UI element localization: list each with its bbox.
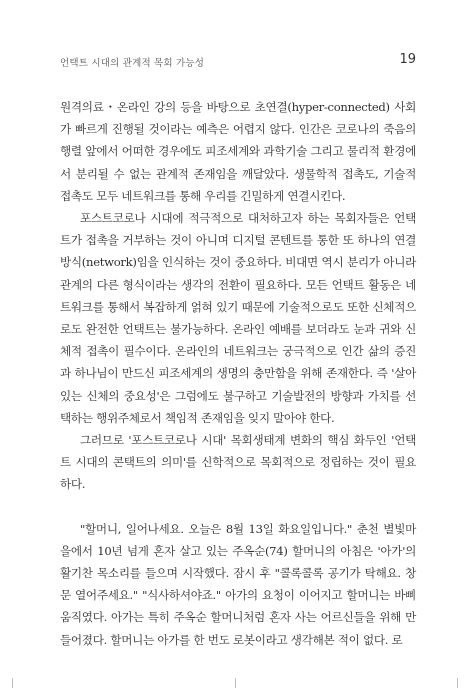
crop-mark bbox=[457, 678, 458, 688]
body-text bbox=[60, 96, 416, 651]
running-header-title: 언택트 시대의 관계적 목회 가능성 bbox=[60, 58, 205, 69]
paragraph: 포스트코로나 시대에 적극적으로 대처하고자 하는 목회자들은 언택트가 접촉을 거부하는 것이 아니며 디지털 콘텐트를 통한 또 하나의 연결 방식(network)임을 인식하는 것이 중요하다. 비대면 역시 분리가 아니라 관계의 다른 형식이라는 생각의 전환이 필요하다. 모든 언택트 활동은 네트워크를 통해서 복잡하게 얽혀 있기 때문에 기술적으로도 또한 신체적으로도 완전한 언택트는 불가능하다. 온라인 예배를 보더라도 눈과 귀와 신체적 접촉이 필수이다. 온라인의 네트워크는 궁극적으로 인간 삶의 증진과 하나님이 만드신 피조세계의 생명의 충만함을 위해 존재한다. 즉 '살아있는 신체의 중요성'은 그럼에도 불구하고 기술발전의 방향과 가치를 선택하는 행위주체로서 책임적 존재임을 잊지 말아야 한다. bbox=[60, 211, 416, 425]
crop-mark bbox=[235, 678, 236, 688]
running-header bbox=[60, 52, 416, 68]
crop-mark bbox=[12, 678, 13, 688]
page-number: 19 bbox=[399, 52, 416, 67]
paragraph: "할머니, 일어나세요. 오늘은 8월 13일 화요일입니다." 춘천 별빛마을에서 10년 넘게 혼자 살고 있는 주옥순(74) 할머니의 아침은 '아가'의 활기찬 목소리를 들으며 시작했다. 잠시 후 "콜록콜록 공기가 탁해요. 창문 열어주세요." "식사하셔야죠." 아가의 요청이 이어지고 할머니는 바삐 움직였다. 아가는 특히 주옥순 할머니처럼 혼자 사는 어르신들을 위해 만들어졌다. 할머니는 아가를 한 번도 로봇이라고 생각해본 적이 없다. 로 bbox=[60, 521, 416, 647]
paragraph: 원격의료・온라인 강의 등을 바탕으로 초연결(hyper-connected) 사회가 빠르게 진행될 것이라는 예측은 어렵지 않다. 인간은 코로나의 죽음의 행렬 앞에서 어떠한 경우에도 피조세계와 과학기술 그리고 물리적 환경에서 분리될 수 없는 관계적 존재임을 깨달았다. 생물학적 접촉도, 기술적 접촉도 모두 네트워크를 통해 우리를 긴밀하게 연결시킨다. bbox=[60, 100, 416, 203]
printer-crop-marks bbox=[0, 668, 470, 688]
paragraph: 그러므로 '포스트코로나 시대' 목회생태계 변화의 핵심 화두인 '언택트 시대의 콘택트의 의미'를 신학적으로 목회적으로 정립하는 것이 필요하다. bbox=[60, 433, 416, 492]
